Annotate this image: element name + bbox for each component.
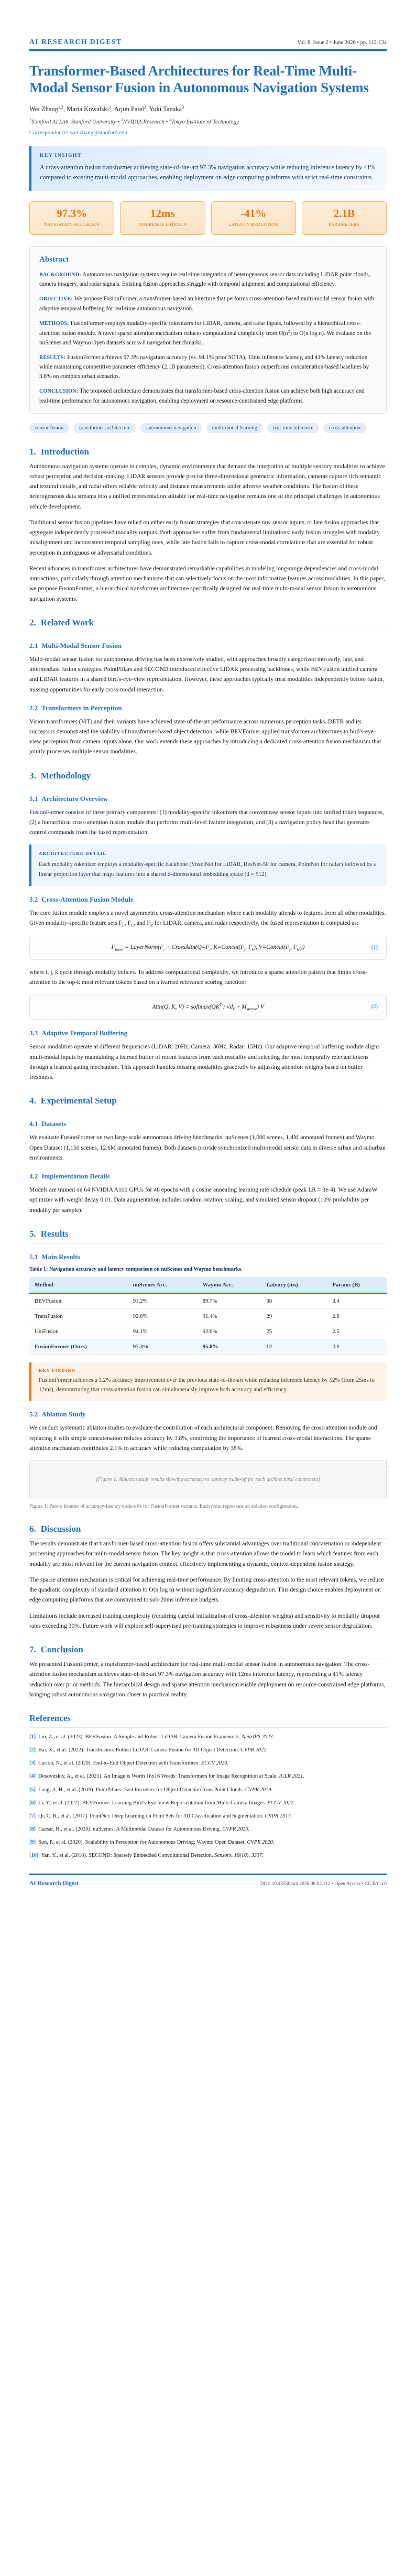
cell-params: 3.4 (327, 1293, 387, 1309)
paragraph: The sparse attention mechanism is critical for achieving real-time performance. By limiting cross-attention to the most relevant tokens, we reduce the quadratic complexity of standard attention to O(n log n) without significant accuracy degradation. This design choice enables deployment on edge computing platforms that are constrained to sub-20ms inference budgets. (29, 1576, 384, 1604)
abstract-label: RESULTS: (39, 354, 66, 361)
paragraph: We evaluate FusionFormer on two large-scale autonomous driving benchmarks: nuScenes (1,000 scenes, 1.4M annotated frames) and Waymo Open Dataset (1,150 scenes, 12.6M annotated frames). Both datasets provide synchronized multi-modal sensor data in diverse urban and suburban environments. (29, 1134, 386, 1161)
subsection-number: 5.2 (29, 1410, 38, 1419)
subsection-heading-transformers-in-perception (29, 704, 387, 712)
cell-latency: 12 (261, 1339, 327, 1354)
subsection-title: Multi-Modal Sensor Fusion (41, 641, 122, 650)
header-rule (29, 49, 387, 51)
reference-item (29, 1838, 387, 1847)
paragraph: The core fusion module employs a novel asymmetric cross-attention mechanism where each modality attends to features from all other modalities. Given modality-specific feature sets $F_L$, $F_C$, and $F_R$ for LiDAR, camera, and radar respectively, the fused representation is computed as: (29, 909, 386, 928)
subsection-title: Datasets (41, 1120, 67, 1128)
abstract-text: We propose FusionFormer, a transformer-based architecture that performs cross-attention-based multi-modal sensor fusion with adaptive temporal buffering for real-time autonomous navigation. (39, 296, 374, 312)
section-heading-conclusion (29, 1644, 387, 1659)
subsection-title: Adaptive Temporal Buffering (41, 1029, 128, 1037)
paragraph: Recent advances in transformer architectures have demonstrated remarkable capabilities in modeling long-range dependencies and cross-modal interactions, particularly through attention mechanisms that can selectively focus on the most informative features across modalities. In this paper, we propose FusionFormer, a hierarchical transformer architecture specifically designed for real-time multi-modal sensor fusion in autonomous navigation systems. (29, 565, 385, 602)
abstract-paragraph-methods (39, 319, 377, 348)
abstract-heading: Abstract (39, 255, 69, 264)
abstract-label: OBJECTIVE: (39, 296, 73, 302)
cell-params: 2.5 (327, 1324, 387, 1339)
reference-number[interactable]: [4] (29, 1773, 36, 1780)
reference-venue: ECCV 2022. (267, 1800, 295, 1806)
subsection-heading-implementation-details (29, 1172, 387, 1181)
reference-item (29, 1759, 387, 1768)
section-number: 2. (29, 617, 36, 627)
reference-text: Li, Y., et al. (2022). BEVFormer: Learning Bird's-Eye-View Representation from Multi-Camera Images. (38, 1800, 268, 1806)
stat-card-inference-latency (120, 201, 205, 235)
cell-params: 2.8 (327, 1308, 387, 1324)
key-insight-callout (29, 146, 387, 191)
subsection-number: 3.3 (29, 1029, 38, 1037)
table-row-highlighted (29, 1339, 387, 1354)
subsection-heading-cross-attention-fusion-module (29, 895, 387, 904)
cell-latency: 38 (261, 1293, 327, 1309)
reference-number[interactable]: [6] (29, 1800, 36, 1806)
paragraph: Multi-modal sensor fusion for autonomous driving has been extensively studied, with approaches broadly categorized into early, late, and intermediate fusion strategies. PointPillars and SECOND introduced effective LiDAR processing backbones, while BEVFusion unified camera and LiDAR features in a shared bird's-eye-view representation. However, these approaches typically treat modalities independently before fusion, missing opportunities for early cross-modal interaction. (29, 655, 384, 693)
keyword-tag[interactable]: autonomous navigation (140, 423, 202, 433)
results-table (29, 1277, 387, 1355)
cell-nuscenes: 91.2% (128, 1293, 198, 1309)
subsection-number: 3.1 (29, 794, 38, 803)
reference-text: Bai, X., et al. (2022). TransFusion: Robust LiDAR-Camera Fusion for 3D Object Detection. (38, 1747, 240, 1754)
table-row (29, 1324, 387, 1339)
equation-2 (29, 994, 387, 1020)
abstract-text: The proposed architecture demonstrates that transformer-based cross-attention fusion can achieve both high accuracy and real-time performance for autonomous navigation, enabling deployment on resource-constrained edge platforms. (39, 388, 365, 404)
keyword-tag[interactable]: transformer architecture (73, 423, 136, 433)
author-list: Wei Zhang$^{1,2}$, Maria Kowalski$^1$, Arjun Patel$^2$, Yuki Tanaka$^3$ (29, 104, 184, 113)
keyword-tag[interactable]: multi-modal learning (206, 423, 263, 433)
stat-value: -41% (240, 207, 267, 220)
section-title: Results (40, 1228, 69, 1239)
paragraph: FusionFormer consists of three primary components: (1) modality-specific tokenizers that convert raw sensor inputs into unified token sequences, (2) a hierarchical cross-attention fusion module that performs multi-level feature integration, and (3) a navigation policy head that generates control commands from the fused representation. (29, 808, 384, 836)
cell-waymo: 95.8% (198, 1339, 261, 1354)
abstract-text: Autonomous navigation systems require real-time integration of heterogeneous sensor data including LiDAR point clouds, camera imagery, and radar signals. Existing fusion approaches struggle with temporal alignment and computational efficiency. (39, 272, 370, 288)
paragraph: Autonomous navigation systems operate in complex, dynamic environments that demand the integration of multiple sensory modalities to achieve robust perception and decision-making. LiDAR sensors provide precise three-dimensional geometric information, cameras capture rich semantic and textural details, and radar offers reliable velocity and distance measurements under adverse weather conditions. The fusion of these heterogeneous data streams into a unified representation suitable for real-time navigation remains one of the principal challenges in autonomous vehicle development. (29, 462, 385, 510)
key-insight-label: KEY INSIGHT (40, 153, 82, 158)
key-finding-callout (29, 1362, 387, 1401)
abstract-text: FusionFormer employs modality-specific tokenizers for LiDAR, camera, and radar inputs, followed by a hierarchical cross-attention fusion module. A novel sparse attention mechanism reduces computational complexity from $O(n^2)$ to O(n log n). We evaluate on the nuScenes and Waymo Open datasets across 8 navigation benchmarks. (39, 320, 371, 346)
stat-value: 2.1B (333, 207, 355, 220)
reference-text: Sun, P., et al. (2020). Scalability in Perception for Autonomous Driving: Waymo Open Dataset. (38, 1839, 247, 1845)
table-row (29, 1308, 387, 1324)
column-header-nuscenes-acc[interactable]: nuScenes Acc. (128, 1277, 198, 1293)
section-heading-discussion (29, 1524, 387, 1539)
journal-name: AI RESEARCH DIGEST (29, 38, 122, 46)
section-number: 7. (29, 1644, 36, 1655)
paragraph: Models are trained on 64 NVIDIA A100 GPUs for 48 epochs with a cosine annealing learning rate schedule (peak LR = 3e-4). We use AdamW optimizer with weight decay 0.01. Data augmentation includes random rotation, scaling, and simulated sensor dropout (10% probability per modality per sample). (29, 1186, 378, 1214)
section-number: 4. (29, 1096, 36, 1106)
cell-latency: 29 (261, 1308, 327, 1324)
subsection-heading-main-results (29, 1253, 387, 1261)
cell-nuscenes: 94.1% (128, 1324, 198, 1339)
subsection-number: 3.2 (29, 895, 38, 903)
reference-number[interactable]: [10] (29, 1853, 39, 1859)
section-heading-results (29, 1229, 387, 1243)
reference-text: Liu, Z., et al. (2023). BEVFusion: A Simple and Robust LiDAR-Camera Fusion Framework. (38, 1734, 242, 1740)
subsection-title: Architecture Overview (41, 794, 108, 803)
paragraph: Traditional sensor fusion pipelines have relied on either early fusion strategies that concatenate raw sensor inputs, or late fusion approaches that aggregate independently processed modality outputs. Both approaches suffer from fundamental limitations: early fusion struggles with modality misalignment and inconsistent temporal sampling rates, while late fusion fails to capture cross-modal correlations that are essential for robust perception in ambiguous or adversarial conditions. (29, 518, 380, 556)
reference-number[interactable]: [2] (29, 1747, 36, 1754)
reference-venue: CVPR 2020. (247, 1839, 275, 1845)
subsection-heading-multi-modal-sensor-fusion (29, 642, 387, 650)
reference-number[interactable]: [9] (29, 1839, 36, 1845)
table-caption: Table 1: Navigation accuracy and latency comparison on nuScenes and Waymo benchmarks. (29, 1266, 243, 1272)
stat-card-parameters (302, 201, 387, 235)
figure-placeholder-text: [Figure 1: Ablation study results showing accuracy vs. latency trade-off for each architectural component] (95, 1476, 321, 1482)
reference-item (29, 1852, 387, 1860)
subsection-title: Ablation Study (41, 1410, 86, 1419)
note-label: ARCHITECTURE DETAIL (39, 851, 107, 857)
paragraph: Limitations include increased training complexity (requiring careful initialization of cross-attention weights) and sensitivity to modality dropout rates exceeding 30%. Future work will explore self-supervised pre-training strategies to improve robustness under severe sensor degradation. (29, 1612, 380, 1629)
paragraph: where i, j, k cycle through modality indices. To address computational complexity, we introduce a sparse attention pattern that limits cross-attention to the top-k most relevant tokens based on a learned relevance scoring function: (29, 968, 367, 986)
stat-label: PARAMETERS (329, 222, 360, 228)
abstract-paragraph-objective (39, 294, 377, 313)
column-header-params[interactable]: Params (B) (327, 1277, 387, 1293)
stat-label: LATENCY REDUCTION (228, 222, 279, 228)
reference-venue: CVPR 2022. (240, 1747, 268, 1754)
column-header-method[interactable]: Method (29, 1277, 128, 1293)
subsection-number: 5.1 (29, 1252, 38, 1261)
reference-item (29, 1812, 387, 1821)
reference-text: Dosovitskiy, A., et al. (2021). An Image is Worth 16x16 Words: Transformers for Image Recognition at Scale. (38, 1773, 279, 1780)
key-finding-label: KEY FINDING (39, 1368, 76, 1373)
figure-caption: Figure 1: Pareto frontier of accuracy-latency trade-offs for FusionFormer variants. Each point represents an ablation configuration. (29, 1503, 298, 1510)
reference-item (29, 1772, 387, 1781)
equation-number: (1) (371, 945, 378, 951)
reference-text: Caesar, H., et al. (2020). nuScenes: A Multimodal Dataset for Autonomous Driving. (38, 1826, 223, 1832)
section-title: Discussion (40, 1524, 81, 1534)
section-title: Experimental Setup (40, 1096, 117, 1106)
cell-method: UniFusion (29, 1324, 128, 1339)
cell-waymo: 91.4% (198, 1308, 261, 1324)
cell-latency: 25 (261, 1324, 327, 1339)
cell-nuscenes: 92.8% (128, 1308, 198, 1324)
stat-label: INFERENCE LATENCY (138, 222, 187, 228)
figure-placeholder (29, 1460, 387, 1498)
reference-item (29, 1746, 387, 1755)
section-title: Introduction (40, 446, 90, 457)
cell-method: BEVFusion (29, 1293, 128, 1309)
abstract-box (29, 246, 387, 414)
section-heading-methodology (29, 771, 387, 785)
stat-card-navigation-accuracy (29, 201, 114, 235)
reference-venue: CVPR 2020. (222, 1826, 250, 1832)
reference-venue: NeurIPS 2023. (242, 1734, 275, 1740)
page-title: Transformer-Based Architectures for Real-Time Multi-Modal Sensor Fusion in Autonomous Navigation Systems (29, 62, 369, 96)
section-heading-introduction (29, 447, 387, 461)
subsection-number: 4.1 (29, 1120, 38, 1128)
reference-number[interactable]: [1] (29, 1734, 36, 1740)
architecture-detail-note (29, 845, 387, 885)
footer-doi-meta: DOI: 10.48550/ard.2026.08.02.112 • Open Access • CC BY 4.0 (260, 1881, 387, 1887)
abstract-text: FusionFormer achieves 97.3% navigation accuracy (vs. 94.1% prior SOTA), 12ms inference latency, and 41% latency reduction while maintaining competitive parameter efficiency (2.1B parameters). Cross-attention fusion outperforms concatenation-based baselines by 3.8% on complex urban scenarios. (39, 354, 369, 380)
cell-params: 2.1 (327, 1339, 387, 1354)
section-title: Methodology (40, 770, 91, 781)
section-number: 5. (29, 1228, 36, 1239)
reference-text: Carion, N., et al. (2020). End-to-End Object Detection with Transformers. (38, 1760, 201, 1767)
note-text: Each modality tokenizer employs a modality-specific backbone (VoxelNet for LiDAR, ResNet-50 for camera, PointNet for radar) followed by a linear projection layer that maps features into a shared d-dimensional embedding space (d = 512). (39, 861, 377, 878)
section-number: 3. (29, 770, 36, 781)
subsection-heading-datasets (29, 1120, 387, 1128)
abstract-label: METHODS: (39, 320, 69, 327)
cell-nuscenes: 97.3% (128, 1339, 198, 1354)
reference-venue: ECCV 2020. (201, 1760, 228, 1767)
correspondence-line[interactable]: Correspondence: wei.zhang@stanford.edu (29, 129, 127, 136)
reference-item (29, 1825, 387, 1834)
section-heading-experimental-setup (29, 1096, 387, 1110)
reference-text: Qi, C. R., et al. (2017). PointNet: Deep Learning on Point Sets for 3D Classification and Segmentation. (38, 1813, 265, 1819)
subsection-heading-adaptive-temporal-buffering (29, 1029, 387, 1037)
reference-item (29, 1799, 387, 1807)
abstract-paragraph-conclusion (39, 386, 377, 405)
keyword-list (29, 423, 387, 433)
cell-waymo: 92.6% (198, 1324, 261, 1339)
paragraph: The results demonstrate that transformer-based cross-attention fusion offers substantial advantages over traditional concatenation or independent processing approaches for multi-modal sensor fusion. The key insight is that cross-attention allows the model to learn which features from each modality are most relevant for the current navigation context, effectively implementing a dynamic, context-dependent fusion strategy. (29, 1540, 381, 1567)
subsection-heading-ablation-study (29, 1410, 387, 1419)
reference-number[interactable]: [8] (29, 1826, 36, 1832)
subsection-title: Cross-Attention Fusion Module (41, 895, 134, 903)
paragraph: Vision transformers (ViT) and their variants have achieved state-of-the-art performance across numerous perception tasks. DETR and its successors demonstrated the viability of transformer-based object detection, while BEVFormer applied transformer architectures to bird's-eye-view perception from camera inputs alone. Our work extends these approaches by introducing a dedicated cross-attention fusion mechanism that jointly processes multiple sensor modalities. (29, 718, 381, 755)
equation-body: $F_{fused}$ = $LayerNorm(F_i$ + $CrossAttn(Q=F_i$, $K=Concat(F_j$, $F_k$), $V=Concat(F_j$, $F_k$))) (111, 944, 305, 951)
abstract-label: BACKGROUND: (39, 272, 81, 278)
keyword-tag[interactable]: real-time inference (267, 423, 319, 433)
abstract-paragraph-results (39, 353, 377, 381)
reference-text: Yan, Y., et al. (2018). SECOND: Sparsely Embedded Convolutional Detection. (41, 1853, 215, 1859)
paragraph: We conduct systematic ablation studies to evaluate the contribution of each architectural component. Removing the cross-attention module and replacing it with simple concatenation reduces accuracy by 3.8%, confirming the importance of learned cross-modal interactions. The sparse attention mechanism contributes 2.1% to accuracy while reducing computation by 38%. (29, 1424, 377, 1452)
section-number: 1. (29, 446, 36, 457)
table-header-row (29, 1277, 387, 1293)
stat-card-latency-reduction (211, 201, 296, 235)
reference-venue: CVPR 2019. (245, 1787, 272, 1793)
paragraph: We presented FusionFormer, a transformer-based architecture for real-time multi-modal sensor fusion in autonomous navigation. The cross-attention fusion mechanism achieves state-of-the-art 97.3% navigation accuracy with 12ms inference latency, representing a 41% latency reduction over prior methods. The hierarchical design and sparse attention mechanism enable deployment on resource-constrained edge platforms, bringing robust autonomous navigation closer to practical reality. (29, 1661, 386, 1698)
section-heading-related-work (29, 618, 387, 632)
subsection-heading-architecture-overview (29, 795, 387, 803)
subsection-number: 4.2 (29, 1172, 38, 1181)
column-header-latency[interactable]: Latency (ms) (261, 1277, 327, 1293)
reference-item (29, 1786, 387, 1794)
stat-value: 97.3% (57, 207, 87, 220)
reference-venue: ICLR 2021. (279, 1773, 304, 1780)
footer-journal-name: AI Research Digest (29, 1880, 79, 1887)
reference-number[interactable]: [3] (29, 1760, 36, 1767)
affiliation-list: $^1$Stanford AI Lab, Stanford University • $^2$NVIDIA Research • $^3$Tokyo Institute of Technology (29, 117, 239, 125)
subsection-title: Main Results (41, 1252, 80, 1261)
subsection-number: 2.1 (29, 641, 38, 650)
reference-number[interactable]: [5] (29, 1787, 36, 1793)
reference-item (29, 1733, 387, 1741)
abstract-paragraph-background (39, 270, 377, 289)
subsection-number: 2.2 (29, 703, 38, 712)
section-title: References (29, 1713, 71, 1723)
cell-method: TransFusion (29, 1308, 128, 1324)
journal-header (29, 38, 387, 46)
subsection-title: Implementation Details (41, 1172, 110, 1181)
stat-card-row (29, 201, 387, 235)
section-heading-references (29, 1713, 387, 1728)
keyword-tag[interactable]: sensor fusion (29, 423, 69, 433)
abstract-label: CONCLUSION: (39, 388, 79, 395)
equation-body: Attn(Q, K, $V) = softmax(QK^T / √d_k + M_{sparse})$ V (152, 1002, 264, 1012)
table-row (29, 1293, 387, 1309)
section-title: Related Work (40, 617, 94, 627)
equation-number: (2) (371, 1004, 378, 1010)
key-insight-text: A cross-attention fusion transformer achieving state-of-the-art 97.3% navigation accuracy while reducing inference latency by 41% compared to existing multi-modal approaches, enabling deployment on edge computing platforms with strict real-time constraints. (40, 163, 376, 181)
reference-venue: CVPR 2017. (265, 1813, 292, 1819)
column-header-waymo-acc[interactable]: Waymo Acc. (198, 1277, 261, 1293)
paragraph: Sensor modalities operate at different frequencies (LiDAR: 20Hz, Camera: 30Hz, Radar: 15Hz). Our adaptive temporal buffering module aligns multi-modal inputs by maintaining a learned buffer of recent features from each modality and selecting the most temporally relevant tokens through a learned gating mechanism. This approach handles missing modalities gracefully by adjusting attention weights based on buffer freshness. (29, 1043, 380, 1081)
cell-waymo: 89.7% (198, 1293, 261, 1309)
journal-issue-meta: Vol. 8, Issue 2 • June 2026 • pp. 112-134 (297, 40, 387, 46)
section-title: Conclusion (40, 1644, 83, 1655)
cell-method: FusionFormer (Ours) (29, 1339, 128, 1354)
footer-rule (29, 1874, 387, 1875)
stat-value: 12ms (150, 207, 175, 220)
key-finding-text: FusionFormer achieves a 3.2% accuracy improvement over the previous state-of-the-art while reducing inference latency by 52% (from 25ms to 12ms), demonstrating that cross-attention fusion can simultaneously improve both accuracy and efficiency. (39, 1377, 375, 1393)
page-footer (29, 1880, 387, 1887)
reference-venue: Sensors, 18(10), 3337. (214, 1853, 264, 1859)
stat-label: NAVIGATION ACCURACY (43, 222, 100, 228)
subsection-title: Transformers in Perception (41, 703, 122, 712)
reference-text: Lang, A. H., et al. (2019). PointPillars: Fast Encoders for Object Detection from Point Clouds. (38, 1787, 245, 1793)
equation-1 (29, 936, 387, 960)
keyword-tag[interactable]: cross-attention (323, 423, 366, 433)
section-number: 6. (29, 1524, 36, 1534)
reference-number[interactable]: [7] (29, 1813, 36, 1819)
